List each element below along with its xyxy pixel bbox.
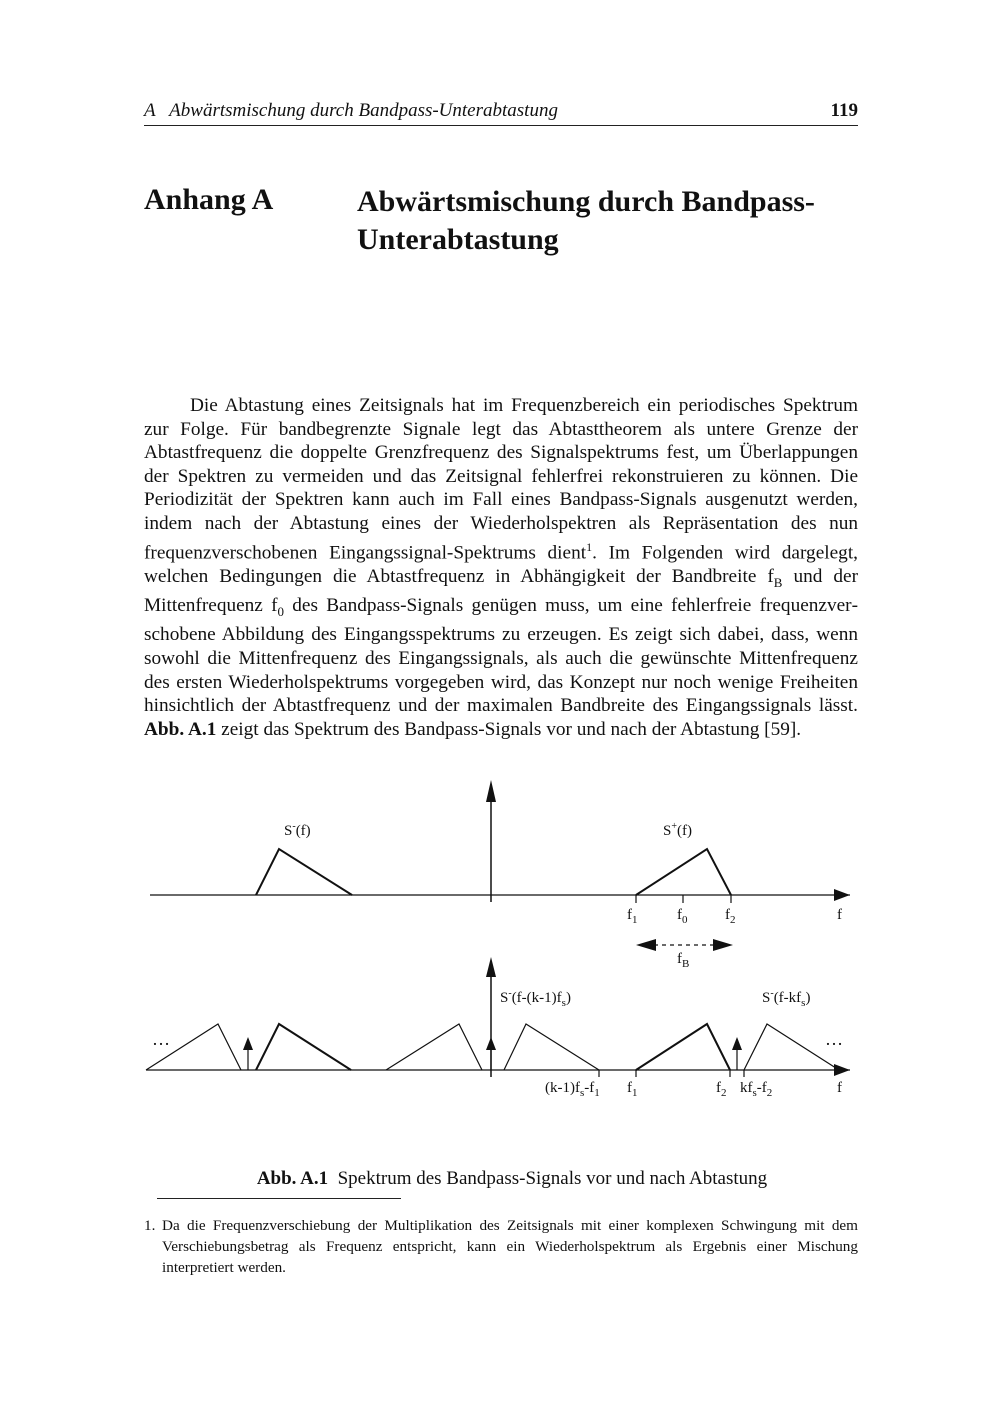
spectrum-figure [140, 770, 860, 1110]
footnote-reference[interactable]: 1 [586, 539, 593, 554]
footnote-rule [157, 1198, 401, 1199]
chapter-title [357, 183, 858, 259]
label-s-minus-shifted-center: $S^-(f-(k-1)f_s)$ [500, 988, 571, 1009]
page-number: 119 [830, 100, 858, 121]
bandwidth-arrowhead-right [713, 939, 733, 951]
ellipsis-right: … [825, 1029, 843, 1049]
chapter-label: Anhang A [144, 183, 274, 216]
replica-spectrum-2 [256, 1024, 351, 1070]
label-f2: $f_2$ [725, 907, 736, 926]
text-run: des Bandpass-Signals genügen muss, um eine fehlerfreie frequenzverschobene Abbildung des Eingangsspektrums zu erzeugen. Es zeigt sich dabei, dass, wenn sowohl die Mittenfrequenz des Eingangssignals, als auch die gewünschte Mittenfrequenz des ersten Wiederholspektrums vorgegeben wird, das Konzept nur noch wenige Freiheiten hinsichtlich der Abtastfrequenz und der maximalen Bandbreite des Eingangssignals lässt. [144, 595, 859, 717]
figure-caption [144, 1168, 880, 1190]
bottom-amplitude-arrowhead [486, 957, 496, 977]
footnote-number: 1. [144, 1217, 156, 1234]
header-rule [144, 125, 858, 126]
spectrum-s-minus [256, 849, 352, 895]
chapter-title-line-1: Abwärtsmischung durch Bandpass- [357, 185, 815, 218]
subscript: B [773, 574, 783, 590]
label-f-axis-top: f [837, 907, 842, 923]
sampling-impulse-right-arrowhead [732, 1037, 742, 1050]
label-s-plus: S+(f) [663, 821, 692, 839]
spectrum-diagram [140, 770, 860, 1110]
label-k1fs-f1: $(k-1)f_s-f_1$ [545, 1080, 600, 1099]
text-run: und der Mittenfrequenz f [144, 565, 858, 617]
bandwidth-arrowhead-left [636, 939, 656, 951]
footnote [144, 1215, 858, 1278]
running-title: A Abwärtsmischung durch Bandpass-Unterabtastung [144, 100, 558, 121]
paragraph-1 [144, 394, 858, 741]
sampling-impulse-left-arrowhead [243, 1037, 253, 1050]
running-header [144, 100, 858, 124]
label-f1-bottom: $f_1$ [627, 1080, 638, 1099]
label-s-minus-shifted-right: $S^-(f-kf_s)$ [762, 988, 811, 1009]
text-run: . Im Folgenden wird dargelegt, welchen Bedingungen die Abtastfrequenz in Abhängigkeit der Bandbreite f [144, 541, 858, 587]
spectrum-s-plus [636, 849, 731, 895]
replica-spectrum-4 [504, 1024, 599, 1070]
label-f1: $f_1$ [627, 907, 638, 926]
caption-label: Abb. A.1 [256, 1168, 329, 1189]
text-run: zeigt das Spektrum des Bandpass-Signals vor und nach der Abtastung [59]. [216, 718, 802, 740]
top-amplitude-arrowhead [486, 780, 496, 802]
text-run: Die Abtastung eines Zeitsignals hat im Frequenzbereich ein periodisches Spektrum zur Folge. Für bandbegrenzte Signale legt das Abtasttheorem als untere Grenze der Abtastfrequenz die doppelte Grenzfrequenz des Signalspektrums fest, um Überlappungen der Spektren zu vermeiden und das Zeitsignal fehlerfrei rekonstruieren zu können. Die Periodizität der Spektren kann auch im Fall eines Bandpass-Signals ausgenutzt werden, indem nach der Abtastung eines der Wiederholspektren als Repräsentation des nun frequenzverschobenen Eingangssignal-Spektrums dient [144, 395, 858, 563]
ellipsis-left: … [152, 1029, 170, 1049]
label-s-minus: S-(f) [284, 821, 311, 839]
replica-spectrum-3 [386, 1024, 482, 1070]
figure-reference[interactable]: Abb. A.1 [144, 718, 217, 740]
footnote-text: Da die Frequenzverschiebung der Multiplikation des Zeitsignals mit einer komplexen Schwingung mit dem Verschiebungsbetrag als Frequenz entspricht, kann ein Wiederholspektrum als Ergebnis einer Mischung interpretiert werden. [162, 1217, 858, 1276]
label-f0: $f_0$ [677, 907, 688, 926]
top-axis-arrowhead [834, 889, 850, 901]
label-f-axis-bottom: f [837, 1080, 842, 1096]
label-fB: $f_B$ [677, 951, 690, 970]
label-kfs-f2: $kf_s-f_2$ [740, 1080, 773, 1099]
caption-text: Spektrum des Bandpass-Signals vor und nach Abtastung [328, 1168, 768, 1189]
sampling-impulse-center-arrowhead [486, 1037, 496, 1050]
replica-spectrum-5 [636, 1024, 730, 1070]
subscript: 0 [277, 603, 285, 619]
body-paragraph [144, 394, 858, 741]
chapter-title-line-2: Unterabtastung [357, 223, 559, 256]
bottom-axis-arrowhead [834, 1064, 850, 1076]
label-f2-bottom: $f_2$ [716, 1080, 727, 1099]
